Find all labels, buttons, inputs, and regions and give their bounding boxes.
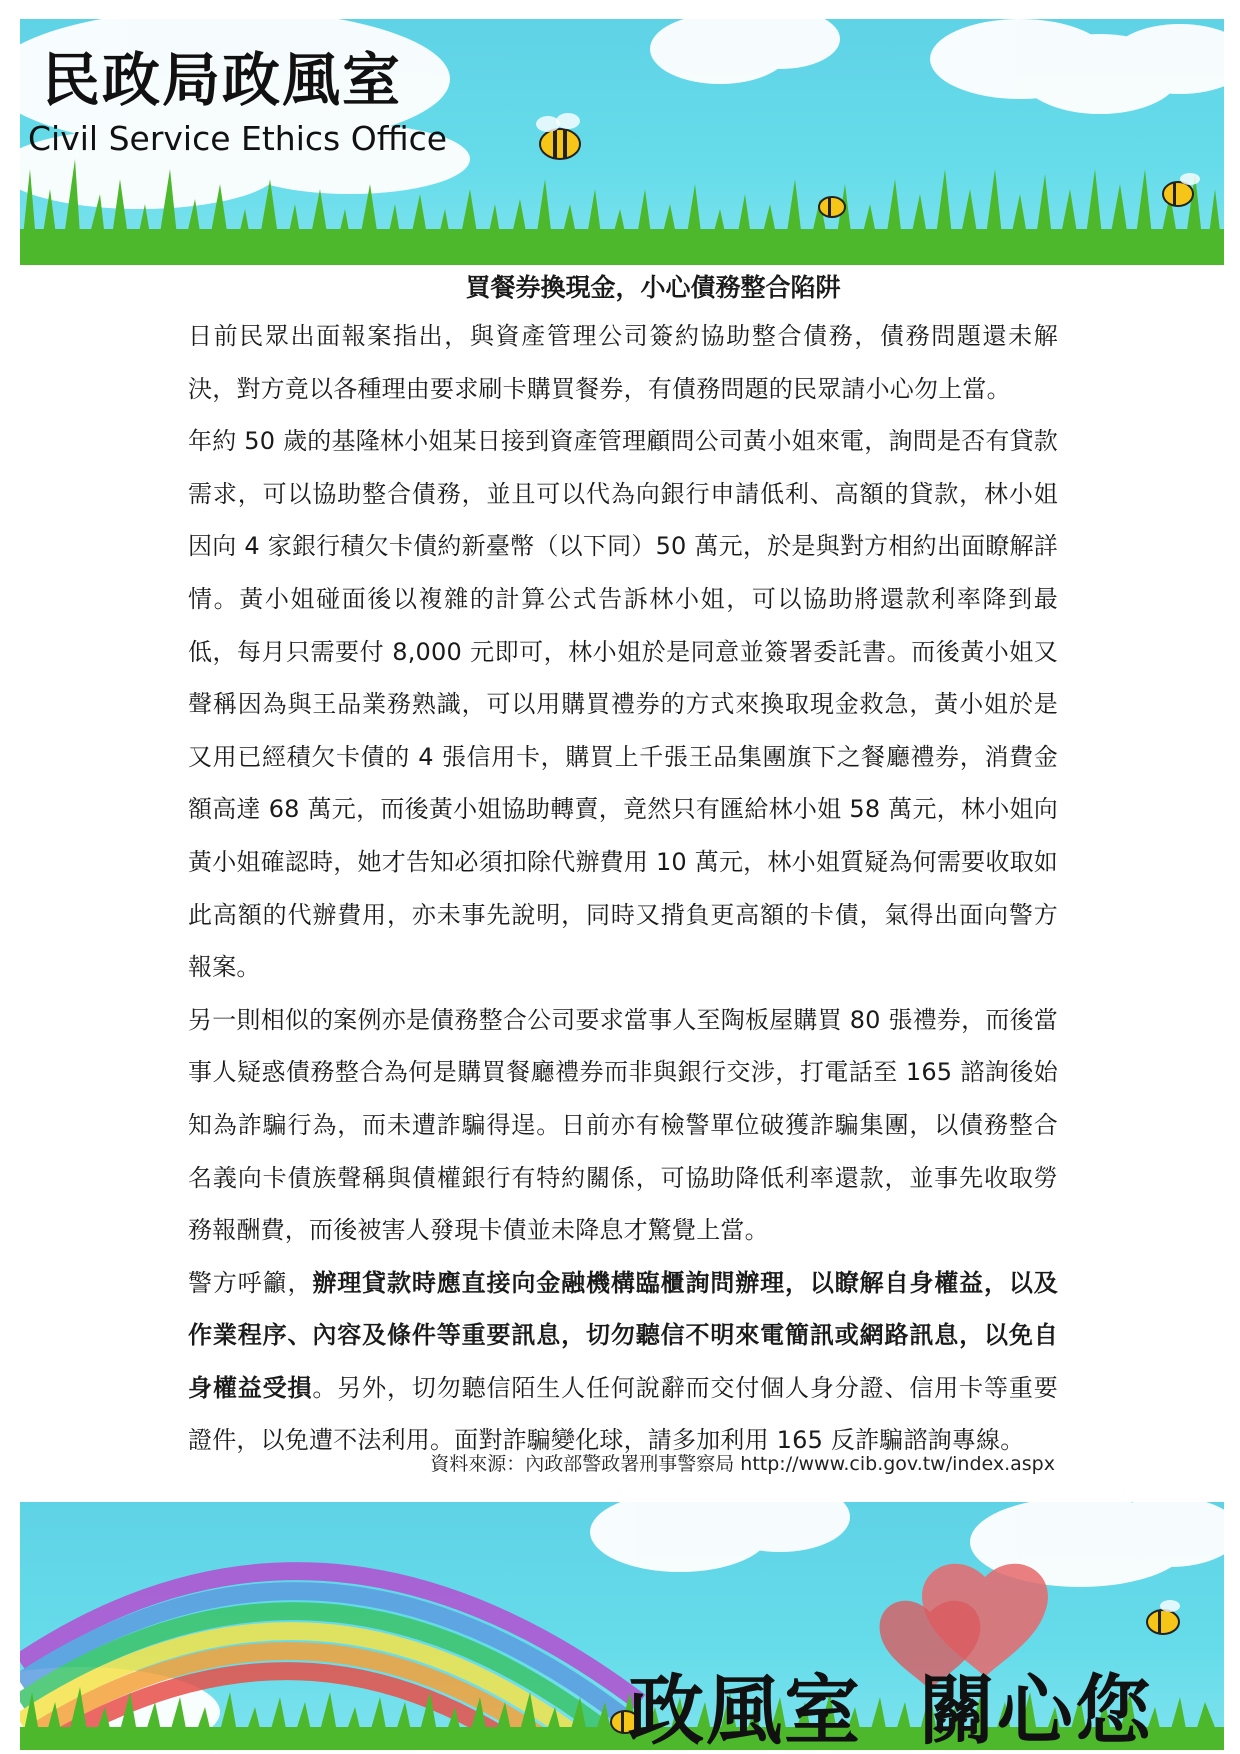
header-banner	[20, 19, 1224, 265]
paragraph-case-one: 年約 50 歲的基隆林小姐某日接到資產管理顧問公司黃小姐來電，詢問是否有貸款需求，可以協助整合債務，並且可以代為向銀行申請低利、高額的貸款，林小姐因向 4 家銀行積欠卡債約新臺幣（以下同）50 萬元，於是與對方相約出面瞭解詳情。黃小姐碰面後以複雜的計算公式告訴林小姐，可以協助將還款利率降到最低，每月只需要付 8,000 元即可，林小姐於是同意並簽署委託書。而後黃小姐又聲稱因為與王品業務熟識，可以用購買禮券的方式來換取現金救急，黃小姐於是又用已經積欠卡債的 4 張信用卡，購買上千張王品集團旗下之餐廳禮券，消費金額高達 68 萬元，而後黃小姐協助轉賣，竟然只有匯給林小姐 58 萬元，林小姐向黃小姐確認時，她才告知必須扣除代辦費用 10 萬元，林小姐質疑為何需要收取如此高額的代辦費用，亦未事先說明，同時又揹負更高額的卡債，氣得出面向警方報案。	[188, 427, 1058, 982]
article-body	[188, 266, 1058, 1467]
office-subtitle: Civil Service Ethics Office	[28, 119, 448, 158]
bee-icon	[536, 113, 580, 159]
paragraph-intro: 日前民眾出面報案指出，與資產管理公司簽約協助整合債務，債務問題還未解決，對方竟以各種理由要求刷卡購買餐券，有債務問題的民眾請小心勿上當。	[188, 322, 1058, 403]
advice-bold: 辦理貸款時應直接向金融機構臨櫃詢問辦理，以瞭解自身權益，以及作業程序、內容及條件等重要訊息，切勿聽信不明來電簡訊或網路訊息，以免自身權益受損	[188, 1268, 1059, 1402]
article-headline: 買餐券換現金，小心債務整合陷阱	[465, 273, 841, 302]
office-title: 民政局政風室	[42, 46, 403, 114]
paragraph-police-advice	[188, 1257, 1058, 1467]
advice-tail: 。另外，切勿聽信陌生人任何說辭而交付個人身分證、信用卡等重要證件，以免遭不法利用。面對詐騙變化球，請多加利用 165 反詐騙諮詢專線。	[188, 1373, 1059, 1455]
bee-icon	[819, 197, 845, 217]
footer-slogan: 政風室 關心您	[628, 1666, 1153, 1750]
paragraph-case-two: 另一則相似的案例亦是債務整合公司要求當事人至陶板屋購買 80 張禮券，而後當事人疑惑債務整合為何是購買餐廳禮券而非與銀行交涉，打電話至 165 諮詢後始知為詐騙行為，而未遭詐騙得逞。日前亦有檢警單位破獲詐騙集團，以債務整合名義向卡債族聲稱與債權銀行有特約關係，可協助降低利率還款，並事先收取勞務報酬費，而後被害人發現卡債並未降息才驚覺上當。	[188, 1005, 1058, 1245]
advice-lead: 警方呼籲，	[188, 1268, 313, 1297]
footer-banner	[20, 1502, 1224, 1750]
source-citation: 資料來源：內政部警政署刑事警察局 http://www.cib.gov.tw/index.aspx	[430, 1453, 1055, 1475]
bee-icon	[1147, 1600, 1180, 1634]
